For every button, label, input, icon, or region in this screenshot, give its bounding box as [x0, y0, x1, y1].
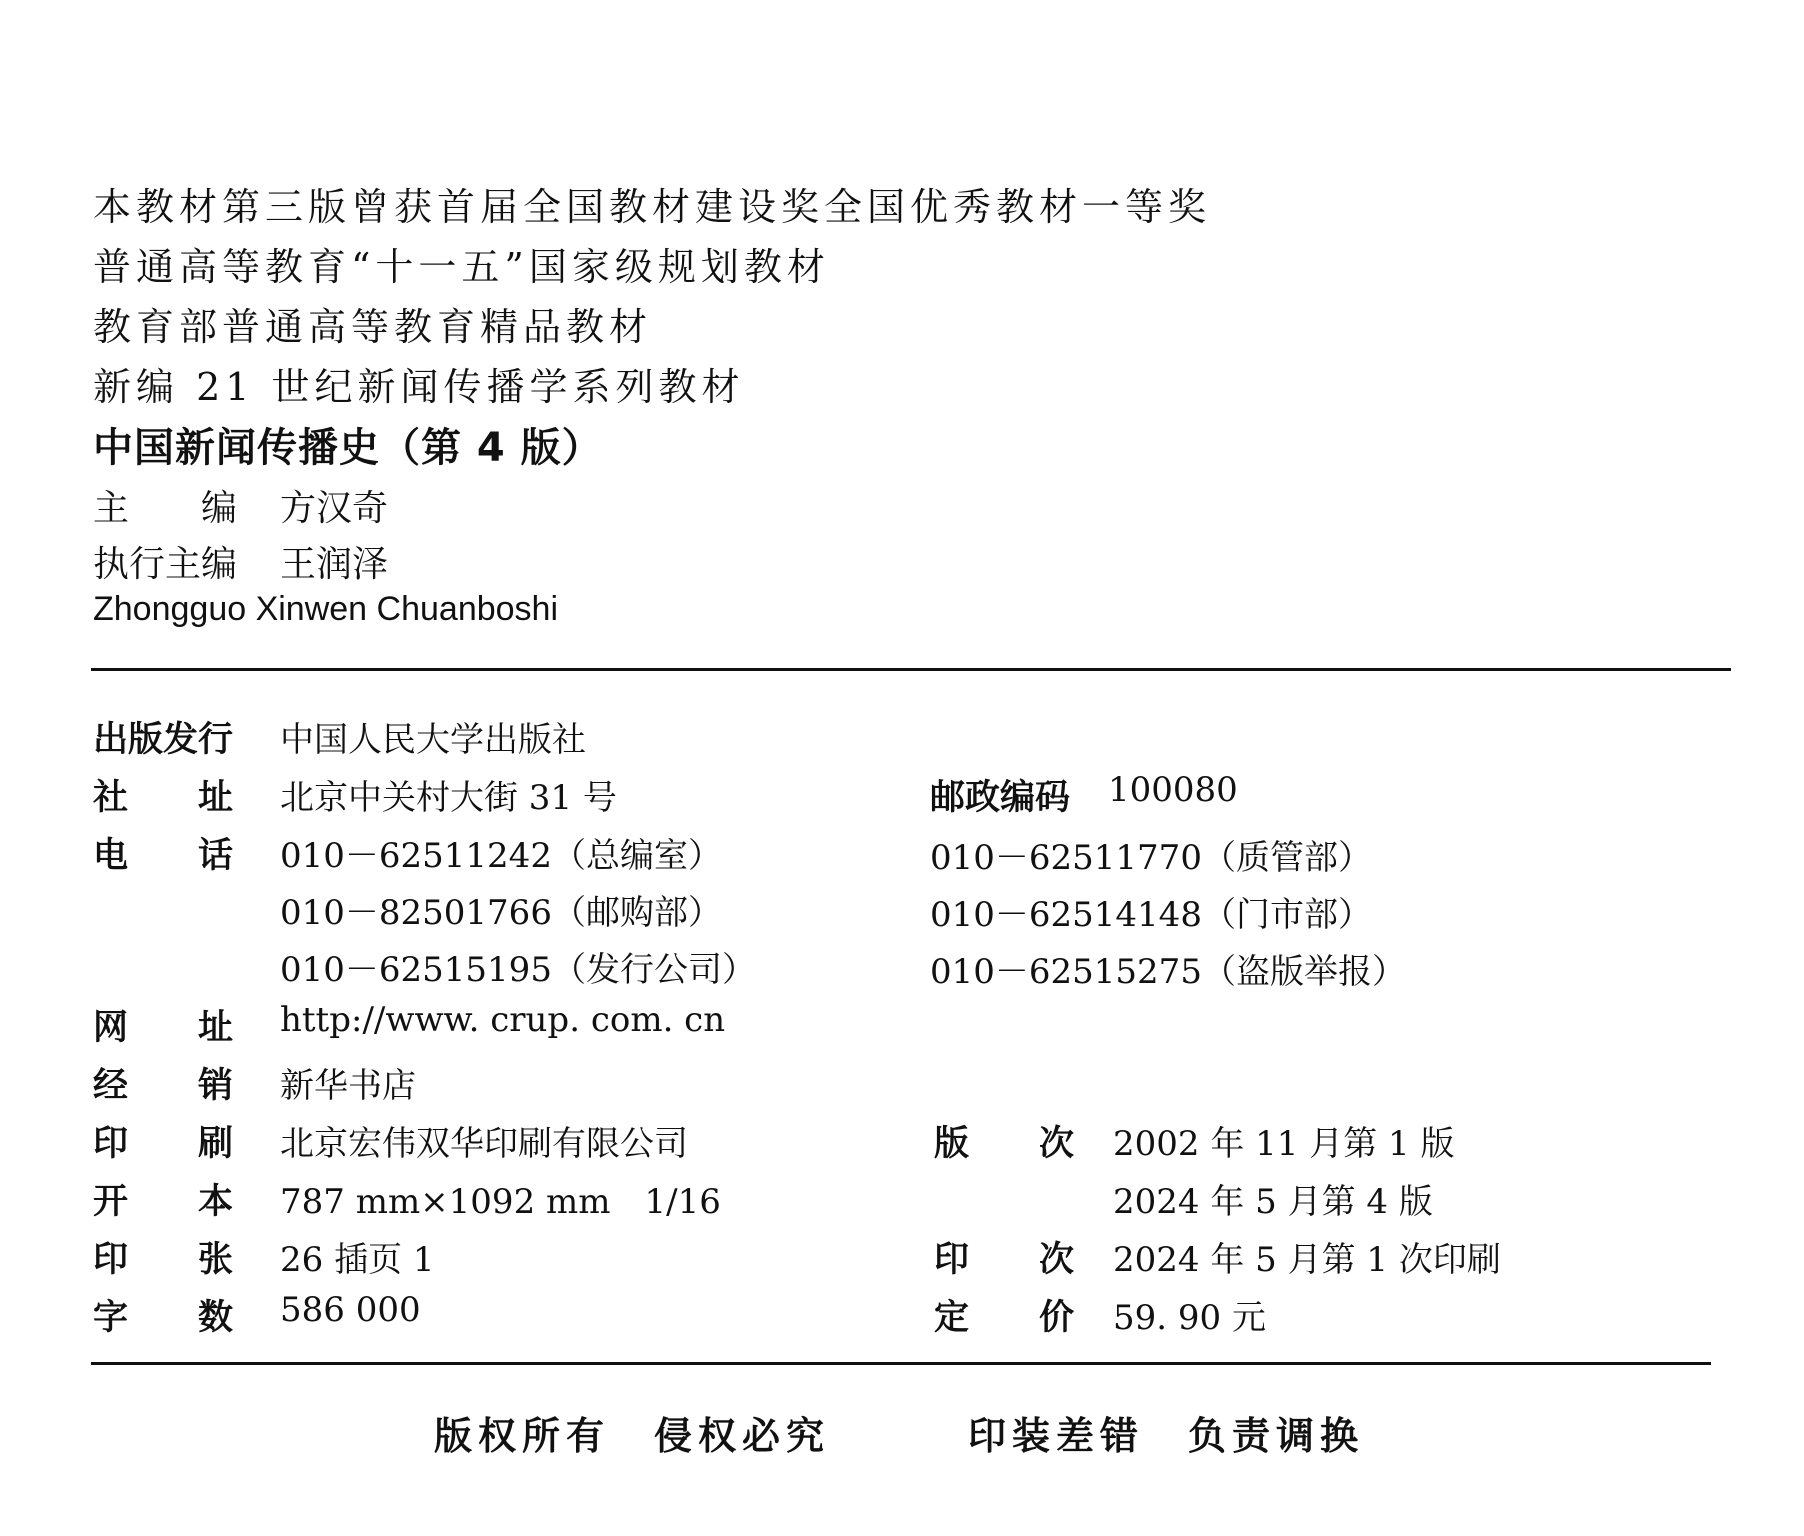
bottom-divider — [91, 1362, 1711, 1365]
website-value: http://www. crup. com. cn — [280, 1000, 726, 1040]
pinyin-title: Zhongguo Xinwen Chuanboshi — [93, 590, 559, 628]
phone-left-3: 010－62515195（发行公司） — [280, 950, 756, 990]
price-value: 59. 90 元 — [1113, 1298, 1266, 1338]
edition-label: 版 次 — [934, 1124, 1075, 1164]
exec-editor-label: 执行主编 — [93, 544, 238, 585]
copyright-notice: 版权所有 侵权必究 — [434, 1414, 831, 1458]
phone-right-1: 010－62511770（质管部） — [930, 838, 1372, 878]
sheets-value: 26 插页 1 — [280, 1240, 435, 1280]
word-count-value: 586 000 — [280, 1290, 421, 1330]
distributor-value: 新华书店 — [280, 1066, 416, 1106]
distributor-label: 经 销 — [93, 1066, 234, 1106]
printing-value: 2024 年 5 月第 1 次印刷 — [1113, 1240, 1501, 1280]
series-line-2: 普通高等教育“十一五”国家级规划教材 — [93, 245, 830, 289]
edition-value-2: 2024 年 5 月第 4 版 — [1113, 1182, 1433, 1222]
format-label: 开 本 — [93, 1182, 234, 1222]
price-label: 定 价 — [934, 1298, 1075, 1338]
printer-label: 印 刷 — [93, 1124, 234, 1164]
format-value: 787 mm×1092 mm 1/16 — [280, 1182, 721, 1222]
series-line-1: 本教材第三版曾获首届全国教材建设奖全国优秀教材一等奖 — [93, 185, 1212, 229]
defect-exchange-notice: 印装差错 负责调换 — [968, 1414, 1365, 1458]
series-line-4: 新编 21 世纪新闻传播学系列教材 — [93, 365, 745, 409]
editor-name: 方汉奇 — [280, 488, 389, 529]
address-value: 北京中关村大街 31 号 — [280, 778, 617, 818]
phone-right-2: 010－62514148（门市部） — [930, 895, 1372, 935]
word-count-label: 字 数 — [93, 1298, 234, 1338]
printing-label: 印 次 — [934, 1240, 1075, 1280]
publisher-value: 中国人民大学出版社 — [280, 720, 586, 760]
series-line-3: 教育部普通高等教育精品教材 — [93, 305, 653, 349]
printer-value: 北京宏伟双华印刷有限公司 — [280, 1124, 688, 1164]
book-title: 中国新闻传播史（第 4 版） — [93, 425, 603, 471]
phone-left-1: 010－62511242（总编室） — [280, 836, 722, 876]
phone-right-3: 010－62515275（盗版举报） — [930, 952, 1406, 992]
phone-label: 电 话 — [93, 836, 234, 876]
postal-value: 100080 — [1108, 770, 1238, 810]
postal-label: 邮政编码 — [930, 778, 1071, 818]
sheets-label: 印 张 — [93, 1240, 234, 1280]
editor-label: 主 编 — [93, 488, 238, 529]
website-label: 网 址 — [93, 1008, 234, 1048]
address-label: 社 址 — [93, 778, 234, 818]
publisher-label: 出版发行 — [93, 720, 234, 760]
phone-left-2: 010－82501766（邮购部） — [280, 893, 722, 933]
top-divider — [91, 668, 1731, 671]
exec-editor-name: 王润泽 — [280, 544, 389, 585]
edition-value-1: 2002 年 11 月第 1 版 — [1113, 1124, 1455, 1164]
